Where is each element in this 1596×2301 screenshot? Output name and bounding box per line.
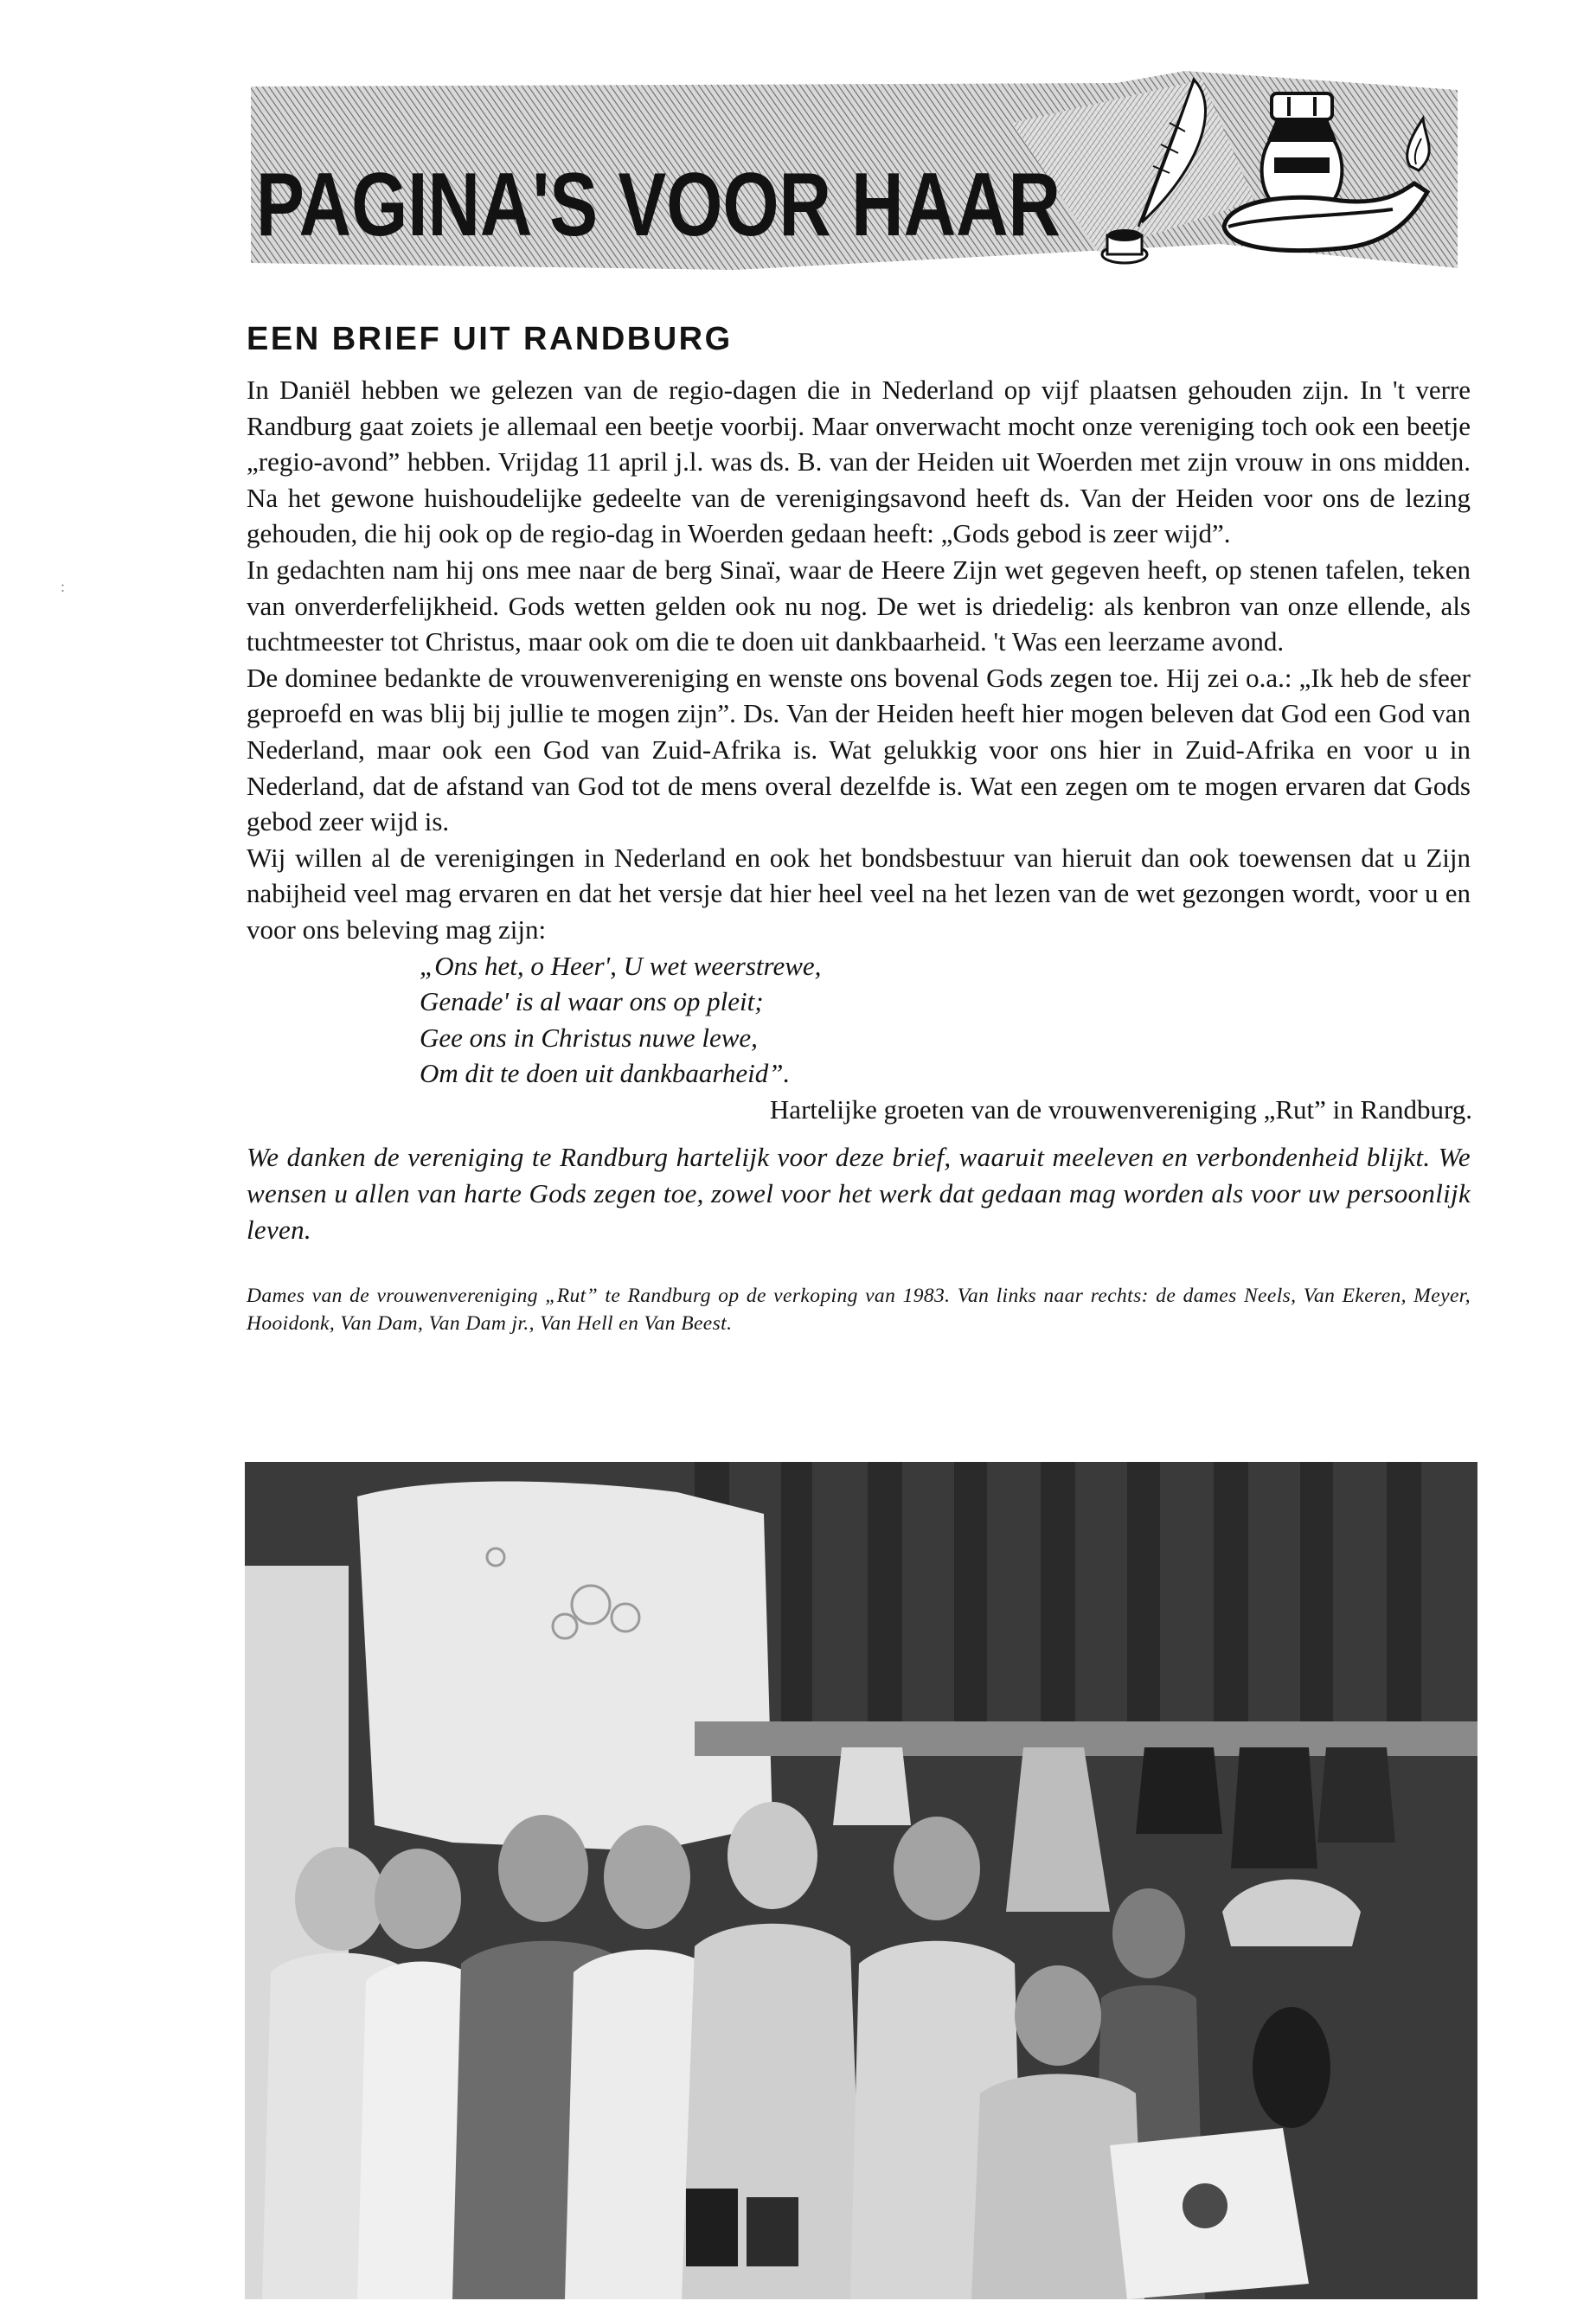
verse-line: „Ons het, o Heer', U wet weerstrewe, xyxy=(420,950,822,981)
paragraph: In gedachten nam hij ons mee naar de berg Sinaï, waar de Heere Zijn wet gegeven heeft, op stenen tafelen, teken van onverderfelijkheid. Gods wetten gelden ook nu nog. De wet is driedelig: als kenbron van onze ellende, als tuchtmeester tot Christus, maar ook om die te doen uit dankbaarheid. 't Was een leerzame avond. xyxy=(247,554,1471,657)
verse-line: Gee ons in Christus nuwe lewe, xyxy=(420,1022,758,1053)
article xyxy=(247,320,1471,1358)
paragraph: De dominee bedankte de vrouwenvereniging en wenste ons bovenal Gods zegen toe. Hij zei o.a.: „Ik heb de sfeer geproefd en was blij bij jullie te mogen zijn”. Ds. Van der Heiden heeft hier mogen beleven dat God een God van Nederland, maar ook een God van Zuid-Afrika is. Wat gelukkig voor ons hier in Zuid-Afrika en voor u in Nederland, dat de afstand van God tot de mens overal dezelfde is. Wat een zegen om te mogen ervaren dat Gods gebod zeer wijd is. xyxy=(247,662,1471,837)
group-photo-illustration xyxy=(245,1462,1477,2299)
section-banner xyxy=(251,71,1462,270)
vase-icon xyxy=(1262,93,1343,209)
scan-edge-mark: : xyxy=(61,578,66,595)
banner-title: PAGINA'S VOOR HAAR xyxy=(256,155,1061,255)
inkwell-icon xyxy=(1102,229,1147,263)
verse-line: Genade' is al waar ons op pleit; xyxy=(420,986,764,1017)
group-photo xyxy=(245,1462,1477,2299)
verse-block xyxy=(420,948,1471,1092)
letter-signature: Hartelijke groeten van de vrouwenvereniging „Rut” in Randburg. xyxy=(769,1093,1472,1125)
paragraph: In Daniël hebben we gelezen van de regio-dagen die in Nederland op vijf plaatsen gehouden zijn. In 't verre Randburg gaat zoiets je allemaal een beetje voorbij. Maar onverwacht mocht onze vereniging toch ook een beetje „regio-avond” hebben. Vrijdag 11 april j.l. was ds. B. van der Heiden uit Woerden met zijn vrouw in ons midden. Na het gewone huishoudelijke gedeelte van de verenigingsavond heeft ds. Van der Heiden voor ons de lezing gehouden, die hij ook op de regio-dag in Woerden gedaan heeft: „Gods gebod is zeer wijd”. xyxy=(247,375,1471,549)
article-headline: EEN BRIEF UIT RANDBURG xyxy=(247,321,733,357)
photo-caption: Dames van de vrouwenvereniging „Rut” te Randburg op de verkoping van 1983. Van links naar rechts: de dames Neels, Van Ekeren, Meyer, Hooidonk, Van Dam, Van Dam jr., Van Hell en Van Beest. xyxy=(247,1285,1471,1336)
editor-note: We danken de vereniging te Randburg hartelijk voor deze brief, waaruit meeleven en verbondenheid blijkt. We wensen u allen van harte Gods zegen toe, zowel voor het werk dat gedaan mag worden als voor uw persoonlijk leven. xyxy=(247,1142,1471,1245)
paragraph: Wij willen al de verenigingen in Nederland en ook het bondsbestuur van hieruit dan ook toewensen dat u Zijn nabijheid veel mag ervaren en dat het versje dat hier heel veel na het lezen van de wet gezongen wordt, voor u en voor ons beleving mag zijn: xyxy=(247,842,1471,945)
banner-graphic xyxy=(251,71,1462,270)
verse-line: Om dit te doen uit dankbaarheid”. xyxy=(420,1058,791,1089)
article-body xyxy=(247,372,1471,1127)
